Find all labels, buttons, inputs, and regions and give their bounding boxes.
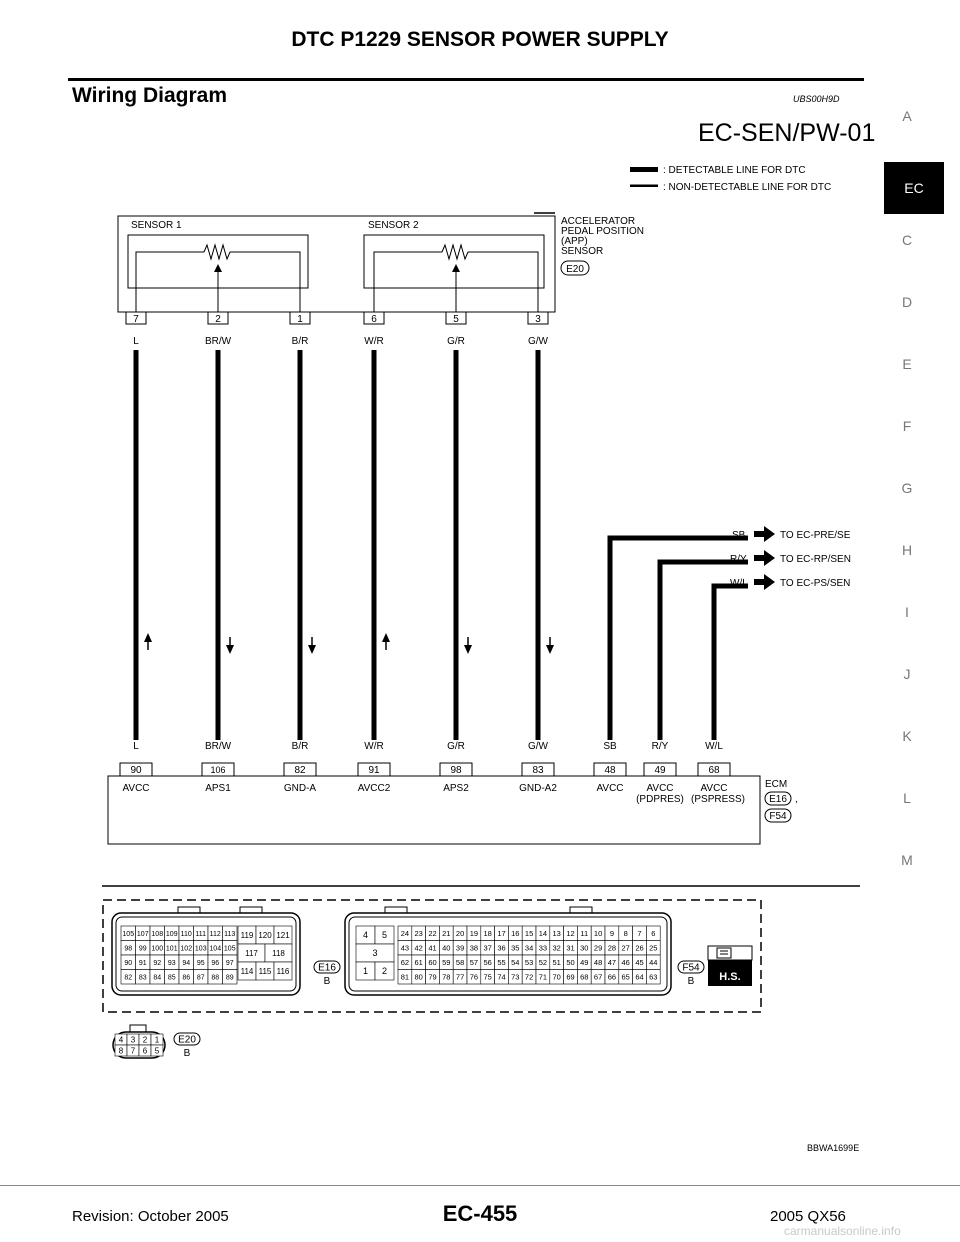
terminal-number: 95 (196, 959, 205, 967)
terminal-number: 23 (414, 928, 423, 938)
terminal-number: 81 (400, 972, 410, 982)
terminal-number: 60 (428, 957, 437, 967)
f54-color: B (687, 976, 695, 987)
terminal-number: 26 (635, 943, 644, 953)
terminal-number: 28 (607, 943, 617, 953)
terminal-number: 2 (142, 1035, 148, 1045)
terminal-number: 3 (130, 1035, 136, 1045)
terminal-number: 68 (580, 972, 589, 982)
terminal-number: 77 (455, 972, 465, 982)
terminal-number: 116 (276, 966, 290, 976)
e20-color: B (183, 1048, 191, 1059)
terminal-number: 105 (223, 945, 236, 953)
f54-connector-view (345, 907, 671, 995)
terminal-number: 4 (362, 930, 369, 941)
ecm-signal: AVCC (596, 783, 624, 794)
wire-color-top: G/R (447, 336, 465, 347)
terminal-number: 12 (566, 928, 575, 938)
sensor2-label: SENSOR 2 (368, 220, 419, 231)
legend-non-detectable: : NON-DETECTABLE LINE FOR DTC (663, 182, 832, 193)
terminal-number: 104 (209, 945, 222, 953)
tab-ec[interactable]: EC (884, 162, 944, 214)
terminal-number: 102 (180, 945, 193, 953)
terminal-number: 61 (414, 957, 423, 967)
terminal-number: 27 (621, 943, 630, 953)
terminal-number: 30 (580, 943, 589, 953)
terminal-number: 21 (442, 928, 451, 938)
terminal-number: 44 (649, 957, 658, 967)
terminal-number: 114 (240, 966, 254, 976)
terminal-number: 37 (483, 943, 492, 953)
terminal-number: 87 (196, 974, 205, 982)
tab-i[interactable]: I (905, 604, 909, 620)
terminal-number: 45 (635, 957, 644, 967)
sensor2-box (364, 235, 544, 288)
ecm-connector-label: F54 (769, 811, 787, 822)
terminal-number: 98 (124, 945, 133, 953)
terminal-number: 111 (195, 930, 207, 938)
terminal-number: 2 (381, 966, 388, 977)
terminal-number: 103 (194, 945, 207, 953)
wire-color-bottom: W/L (705, 741, 723, 752)
branch-color: SB (732, 530, 746, 541)
terminal-number: 8 (118, 1046, 124, 1056)
terminal-number: 58 (455, 957, 465, 967)
terminal-number: 117 (245, 948, 258, 958)
terminal-number: 67 (593, 972, 603, 982)
wire-color-top: L (133, 336, 139, 347)
terminal-number: 120 (258, 930, 272, 940)
ecm-pin: 49 (654, 765, 666, 776)
terminal-number: 70 (552, 972, 561, 982)
page-title: DTC P1229 SENSOR POWER SUPPLY (291, 28, 669, 51)
terminal-number: 52 (538, 957, 548, 967)
terminal-number: 41 (428, 943, 437, 953)
ecm-signal: GND-A2 (519, 783, 557, 794)
app-pin: 1 (297, 314, 303, 325)
app-pin: 2 (215, 314, 221, 325)
tab-f[interactable]: F (902, 418, 912, 434)
terminal-number: 25 (649, 943, 658, 953)
terminal-number: 76 (469, 972, 479, 982)
terminal-number: 64 (635, 972, 644, 982)
figure-code: BBWA1699E (807, 1143, 860, 1153)
ecm-pin: 48 (604, 765, 616, 776)
terminal-number: 86 (182, 974, 191, 982)
app-label-2: PEDAL POSITION (561, 226, 644, 237)
tab-l[interactable]: L (903, 790, 911, 806)
e16-tag-label: E16 (318, 962, 336, 974)
tab-g[interactable]: G (901, 480, 913, 496)
terminal-number: 49 (580, 957, 589, 967)
terminal-number: 56 (483, 957, 492, 967)
app-label-4: SENSOR (561, 246, 604, 257)
tab-k[interactable]: K (902, 728, 912, 744)
sensor2-resistor (442, 245, 468, 259)
ecm-pin-row (120, 763, 730, 776)
app-label-3: (APP) (561, 236, 588, 247)
ecm-pin: 98 (450, 765, 462, 776)
terminal-number: 5 (381, 930, 388, 941)
terminal-number: 22 (428, 928, 437, 938)
ecm-connector-label: E16 (769, 794, 787, 805)
wire-color-top: B/R (291, 336, 309, 347)
terminal-number: 84 (153, 974, 162, 982)
terminal-number: 71 (538, 972, 548, 982)
section-code: UBS00H9D (793, 94, 840, 104)
terminal-number: 53 (524, 957, 534, 967)
terminal-number: 34 (524, 943, 534, 953)
ecm-label: ECM (765, 779, 788, 790)
terminal-number: 15 (524, 928, 534, 938)
terminal-number: 39 (455, 943, 465, 953)
terminal-number: 59 (442, 957, 451, 967)
terminal-number: 108 (151, 930, 164, 938)
terminal-number: 65 (621, 972, 630, 982)
ecm-pin: 106 (210, 765, 226, 775)
terminal-number: 74 (497, 972, 506, 982)
app-pin-row (126, 312, 548, 325)
tab-d[interactable]: D (901, 294, 913, 310)
wire-color-top: W/R (364, 336, 384, 347)
terminal-number: 105 (122, 930, 135, 938)
wire-color-bottom: G/W (528, 741, 548, 752)
app-pin: 6 (371, 314, 377, 325)
app-connector-label: E20 (566, 264, 584, 275)
terminal-number: 8 (623, 928, 628, 938)
terminal-number: 62 (400, 957, 410, 967)
terminal-number: 69 (566, 972, 575, 982)
tab-h[interactable]: H (901, 542, 913, 558)
branch-destination: TO EC-PS/SEN (780, 578, 851, 589)
terminal-number: 101 (165, 945, 178, 953)
terminal-number: 107 (136, 930, 149, 938)
terminal-number: 85 (167, 974, 176, 982)
wire-color-top: G/W (528, 336, 548, 347)
terminal-number: 29 (593, 943, 603, 953)
app-sensor-body (118, 216, 555, 312)
diagram-id: EC-SEN/PW-01 (698, 119, 876, 147)
terminal-number: 51 (552, 957, 561, 967)
terminal-number: 66 (607, 972, 617, 982)
ecm-pin: 68 (708, 765, 720, 776)
terminal-number: 24 (400, 928, 410, 938)
ecm-signal: APS1 (205, 783, 231, 794)
e16-color: B (323, 976, 331, 987)
terminal-number: 109 (165, 930, 178, 938)
app-pin: 5 (453, 314, 459, 325)
app-pin: 3 (535, 314, 541, 325)
terminal-number: 119 (240, 930, 254, 940)
terminal-number: 112 (209, 930, 221, 938)
terminal-number: 63 (649, 972, 658, 982)
terminal-number: 89 (225, 974, 234, 982)
terminal-number: 94 (182, 959, 191, 967)
e16-connector-view (112, 907, 300, 995)
terminal-number: 20 (455, 928, 465, 938)
terminal-number: 36 (497, 943, 506, 953)
hs-badge (708, 946, 752, 986)
ecm-signal-sub: (PSPRESS) (691, 794, 745, 805)
terminal-number: 42 (414, 943, 423, 953)
tab-e[interactable]: E (902, 356, 912, 372)
legend-thin-line (630, 185, 658, 188)
tab-c[interactable]: C (901, 232, 913, 248)
terminal-number: 55 (497, 957, 506, 967)
ecm-pin: 83 (532, 765, 544, 776)
wire-color-bottom: G/R (447, 741, 465, 752)
terminal-number: 97 (225, 959, 234, 967)
ecm-signal-sub: (PDPRES) (636, 794, 684, 805)
terminal-number: 115 (258, 966, 272, 976)
tab-a[interactable]: A (902, 108, 912, 124)
terminal-number: 110 (180, 930, 192, 938)
terminal-number: 6 (651, 928, 656, 938)
terminal-number: 18 (483, 928, 492, 938)
terminal-number: 100 (151, 945, 164, 953)
ecm-connector-sep: , (795, 794, 798, 805)
terminal-number: 93 (167, 959, 176, 967)
branch-color: W/L (730, 578, 748, 589)
terminal-number: 32 (552, 943, 561, 953)
terminal-number: 11 (580, 928, 589, 938)
terminal-number: 99 (138, 945, 147, 953)
terminal-number: 5 (154, 1046, 160, 1056)
terminal-number: 90 (124, 959, 133, 967)
e20-tag-label: E20 (178, 1034, 196, 1046)
hs-label: H.S. (719, 971, 741, 983)
signal-arrows (144, 633, 554, 654)
legend-thick-line (630, 167, 658, 172)
wire-color-bottom: BR/W (204, 741, 232, 752)
terminal-number: 7 (130, 1046, 136, 1056)
ecm-signal: GND-A (283, 783, 317, 794)
terminal-number: 4 (118, 1035, 124, 1045)
terminal-number: 54 (511, 957, 520, 967)
ecm-signal: AVCC2 (357, 783, 391, 794)
terminal-number: 16 (511, 928, 520, 938)
terminal-number: 13 (552, 928, 561, 938)
terminal-number: 118 (272, 948, 285, 958)
branch-destination: TO EC-PRE/SE (780, 530, 851, 541)
terminal-number: 1 (362, 966, 369, 977)
sensor1-label: SENSOR 1 (131, 220, 182, 231)
branch-destination: TO EC-RP/SEN (780, 554, 851, 565)
terminal-number: 92 (153, 959, 162, 967)
terminal-number: 88 (211, 974, 220, 982)
terminal-number: 91 (138, 959, 147, 967)
tab-j[interactable]: J (903, 666, 911, 682)
branch-arrows (754, 526, 775, 590)
terminal-number: 72 (524, 972, 534, 982)
f54-tag-label: F54 (682, 962, 700, 974)
app-label-1: ACCELERATOR (561, 216, 636, 227)
watermark: carmanualsonline.info (784, 1224, 901, 1238)
terminal-number: 35 (511, 943, 520, 953)
app-pin: 7 (133, 314, 139, 325)
wire-color-bottom: W/R (364, 741, 384, 752)
legend-detectable: : DETECTABLE LINE FOR DTC (663, 165, 806, 176)
wire-color-bottom: R/Y (651, 741, 669, 752)
footer-rule (0, 1185, 960, 1186)
wire-color-bottom: B/R (291, 741, 309, 752)
terminal-number: 121 (276, 930, 290, 940)
terminal-number: 19 (469, 928, 479, 938)
terminal-number: 83 (138, 974, 147, 982)
terminal-number: 79 (428, 972, 437, 982)
terminal-number: 43 (400, 943, 410, 953)
terminal-number: 46 (621, 957, 630, 967)
ecm-signal: AVCC (646, 783, 674, 794)
terminal-number: 9 (609, 928, 614, 938)
e20-connector-view (113, 1025, 165, 1058)
terminal-number: 1 (154, 1035, 160, 1045)
terminal-number: 17 (497, 928, 506, 938)
ecm-signal: APS2 (443, 783, 469, 794)
wire-color-bottom: SB (603, 741, 617, 752)
ecm-pin: 82 (294, 765, 306, 776)
terminal-number: 7 (637, 928, 642, 938)
terminal-number: 33 (538, 943, 548, 953)
terminal-number: 78 (442, 972, 451, 982)
terminal-number: 80 (414, 972, 423, 982)
terminal-number: 50 (566, 957, 575, 967)
terminal-number: 47 (607, 957, 617, 967)
terminal-number: 113 (224, 930, 236, 938)
ecm-signal: AVCC (700, 783, 728, 794)
terminal-number: 38 (469, 943, 479, 953)
terminal-number: 6 (142, 1046, 148, 1056)
tab-m[interactable]: M (901, 852, 913, 868)
terminal-number: 31 (566, 943, 575, 953)
terminal-number: 73 (511, 972, 520, 982)
terminal-number: 96 (211, 959, 220, 967)
section-title: Wiring Diagram (72, 84, 227, 107)
main-wires (136, 350, 748, 740)
footer-revision: Revision: October 2005 (72, 1208, 229, 1225)
terminal-number: 48 (593, 957, 603, 967)
ecm-pin: 90 (130, 765, 142, 776)
branch-color: R/Y (730, 554, 747, 565)
terminal-number: 3 (372, 948, 378, 959)
terminal-number: 82 (124, 974, 133, 982)
terminal-number: 10 (593, 928, 603, 938)
footer-model: 2005 QX56 (770, 1208, 846, 1225)
terminal-number: 57 (469, 957, 479, 967)
terminal-number: 75 (483, 972, 492, 982)
wire-color-top: BR/W (204, 336, 232, 347)
terminal-number: 40 (442, 943, 451, 953)
footer-page-number: EC-455 (442, 1201, 518, 1226)
ecm-signal: AVCC (122, 783, 150, 794)
sensor1-resistor (204, 245, 230, 259)
ecm-pin: 91 (368, 765, 380, 776)
wire-color-bottom: L (133, 741, 139, 752)
terminal-number: 14 (538, 928, 548, 938)
